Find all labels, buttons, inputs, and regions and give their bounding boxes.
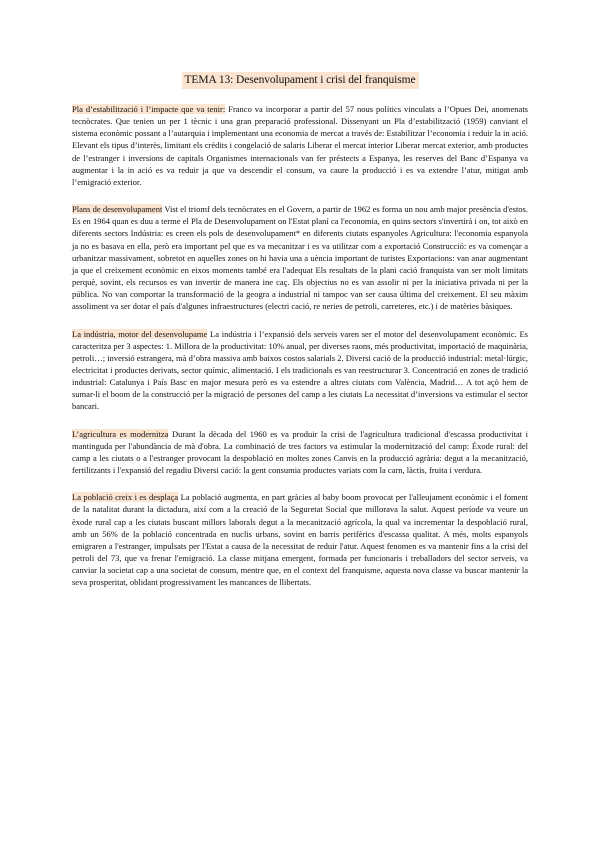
section-estabilitzacio (72, 103, 528, 188)
section-body: Franco va incorporar a partir del 57 nous polítics vinculats a l’Opues Dei, anomenats tecnòcrates. Que tenien un per 1 tècnic i una gran preparació professional. Dissenyant un Pla d’estabilització (1959) canviant el sistema econòmic possant a l’autarquia i implementant una economia de mercat a través de: Estabilitzar l’economia i reduir la in ació. Elevant els tipus d’interès, limitant els crèdits i congelació de salaris Liberar el mercat interior Liberar mercat exterior, amb productes de l’estranger i inversions de capitals Organismes internacionals van fer préstects a Espanya, les reserves del Banc d’Espanya va augmentar i la in ació es va reduir ja que va descendir el consum, va caure la producció i es va extendre l’atur, mitigat amb l’emigració exterior. (72, 104, 528, 187)
section-body: La població augmenta, en part gràcies al baby boom provocat per l'alleujament econòmic i el foment de la natalitat durant la dictadura, així com a la creació de la Seguretat Social que millorava la salut. Aquest període va veure un èxode rural cap a les ciutats buscant millors laborals degut a la mecanització agrícola, la qual va incrementar la despoblació rural, amb un 56% de la població concentrada en nuclis urbans, sovint en barris perifèrics d'escassa qualitat. A més, molts espanyols emigraren a l'estranger, impulsats per l'Estat a causa de la necessitat de reduir l'atur. Aquest fenomen es va mantenir fins a la crisi del petroli del 73, que va frenar l'emigració. La classe mitjana emergent, formada per funcionaris i treballadors del sector serveis, va canviar la societat cap a una societat de consum, mentre que, en el context del franquisme, aquesta nova classe va buscar mantenir la seva prosperitat, oblidant progressivament les mancances de llibertats. (72, 492, 528, 588)
section-body: La indústria i l’expansió dels serveis varen ser el motor del desenvolupament econòmic. Es caracteritza per 3 aspectes: 1. Millora de la productivitat: 10% anual, per diverses raons, més productivitat, importació de maquinària, petroli…; inversió estrangera, mà d’obra massiva amb baixos costos salarials 2. Diversi cació de la producció industrial: metal·lúrgic, electricitat i productes derivats, sector químic, alimentació. I els tradicionals es van reestructurar 3. Concentració en zones de tradició industrial: Catalunya i País Basc en major mesura però es va estendre a altres ciutats com València, Madrid… A tot açò hem de sumar-li el boom de la construcció per la migració de persones del camp a les ciutats La necessitat d’inversions va estimular el sector bancari. (72, 328, 528, 412)
section-industria (72, 328, 528, 413)
section-heading: La indústria, motor del desenvolupame (72, 328, 208, 339)
title-wrapper (72, 70, 528, 89)
section-heading: Pla d’estabilització i l’impacte que va tenir: (72, 104, 226, 114)
section-heading: La població creix i es desplaça (72, 492, 179, 503)
section-heading: Plans de desenvolupament (72, 204, 163, 215)
section-body: Durant la dècada del 1960 es va produir la crisi de l'agricultura tradicional d'escassa productivitat i mantinguda per l'abundància de mà d'obra. La combinació de tres factors va estimular la modernització del camp: Èxode rural: del camp a les ciutats o a l'estranger provocant la despoblació en moltes zones Canvis en la producció agrària: degut a la mecanització, fertilitzants i l'expansió del regadiu Diversi cació: la gent consumia productes variats com la carn, làctis, fruita i verdura. (72, 428, 529, 476)
document-title: TEMA 13: Desenvolupament i crisi del franquisme (182, 72, 419, 89)
section-heading: L’agricultura es modernitza (72, 428, 169, 439)
section-plans-desenvolupament (72, 203, 528, 312)
section-agricultura (72, 428, 528, 477)
section-body: Vist el triomf dels tecnòcrates en el Govern, a partir de 1962 es forma un nou amb major presència d'estos. Es en 1964 quan es duu a terme el Pla de Desenvolupament on l'Estat planí ca l'economia, en quins sectors s'invertirà i on, tot això en diferents sectors Indústria: es creen els pols de desenvolupament* en diferents ciutats espanyoles Agricultura: l'economia espanyola ja no es basava en ella, però era important pel que es va mecanitzar i es va utilitzar com a exportació Construcció: es va començar a urbanitzar massivament, sobretot en aquelles zones on hi havia una a uència important de turistes Exportacions: van anar augmentant ja que el creixement econòmic en eixos moments també era l'adequat Els resultats de la plani cació franquista van ser molt limitats perquè, sovint, els recursos es van invertir de manera ine caç. Els objectius no es van assolir ni per la iniciativa privada ni per la pública. No van comportar la transformació de la geogra a industrial ni tampoc van ser causa última del creixement. El seu màxim assoliment va ser dotar el país d'algunes infraestructures (electri cació, re neries de petroli, carreteres, etc.) i de matèries bàsiques. (72, 204, 528, 312)
section-poblacio (72, 491, 528, 588)
